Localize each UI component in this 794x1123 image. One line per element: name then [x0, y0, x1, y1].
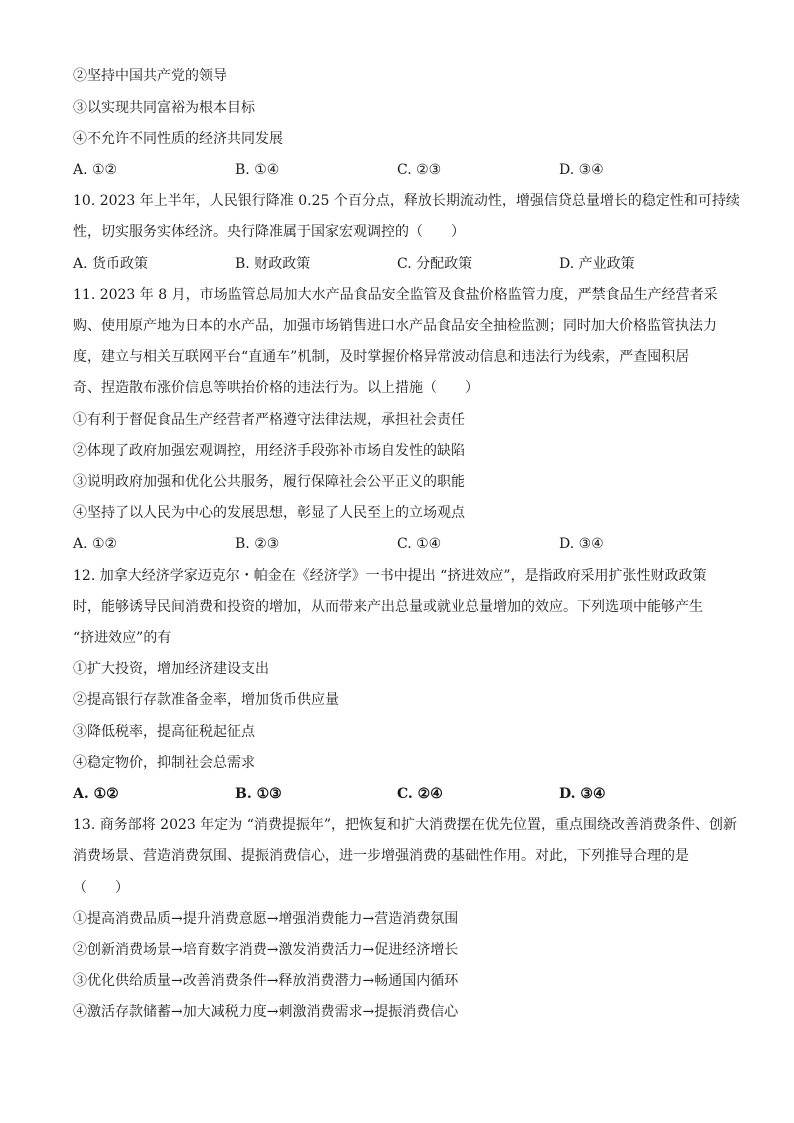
q12-item-3: ③降低税率，提高征税起征点	[73, 724, 255, 740]
q10-options	[73, 255, 723, 273]
q13-item-1: ①提高消费品质→提升消费意愿→增强消费能力→营造消费氛围	[73, 911, 459, 927]
q9-option-b[interactable]: B. ①④	[235, 162, 280, 178]
q12-item-4: ④稳定物价，抑制社会总需求	[73, 755, 255, 771]
q13-stem-line-3: （ ）	[73, 880, 129, 896]
q11-item-4: ④坚持了以人民为中心的发展思想，彰显了人民至上的立场观点	[73, 505, 465, 521]
q13-item-3: ③优化供给质量→改善消费条件→释放消费潜力→畅通国内循环	[73, 973, 459, 989]
q11-options	[73, 535, 723, 553]
q11-option-b[interactable]: B. ②③	[235, 536, 280, 552]
q11-item-2: ②体现了政府加强宏观调控，用经济手段弥补市场自发性的缺陷	[73, 443, 465, 459]
q12-item-2: ②提高银行存款准备金率，增加货币供应量	[73, 692, 339, 708]
q13-stem-line-2: 消费场景、营造消费氛围、提振消费信心，进一步增强消费的基础性作用。对此，下列推导合理的是	[73, 848, 689, 864]
q12-option-a[interactable]: A. ①②	[73, 786, 119, 802]
q11-item-1: ①有利于督促食品生产经营者严格遵守法律法规，承担社会责任	[73, 412, 465, 428]
q9-options	[73, 161, 723, 179]
q10-option-d[interactable]: D. 产业政策	[559, 256, 635, 272]
q10-option-c[interactable]: C. 分配政策	[397, 256, 473, 272]
q12-stem-line-3: “挤进效应”的有	[73, 630, 172, 646]
q11-option-c[interactable]: C. ①④	[397, 536, 442, 552]
q10-stem-line-1: 10. 2023 年上半年，人民银行降准 0.25 个百分点，释放长期流动性，增强信贷总量增长的稳定性和可持续	[73, 193, 740, 209]
q9-option-d[interactable]: D. ③④	[559, 162, 604, 178]
q11-stem-line-2: 购、使用原产地为日本的水产品，加强市场销售进口水产品食品安全抽检监测；同时加大价格监管执法力	[73, 318, 717, 334]
q12-options	[73, 785, 723, 803]
q12-option-c[interactable]: C. ②④	[397, 786, 443, 802]
q10-stem-line-2: 性，切实服务实体经济。央行降准属于国家宏观调控的（ ）	[73, 224, 465, 240]
q9-option-a[interactable]: A. ①②	[73, 162, 118, 178]
q9-item-2: ②坚持中国共产党的领导	[73, 68, 227, 84]
q9-option-c[interactable]: C. ②③	[397, 162, 442, 178]
q11-stem-line-3: 度，建立与相关互联网平台“直通车”机制，及时掌握价格异常波动信息和违法行为线索，严查囤积居	[73, 349, 690, 365]
q12-option-b[interactable]: B. ①③	[235, 786, 282, 802]
q10-option-a[interactable]: A. 货币政策	[73, 256, 149, 272]
q10-option-b[interactable]: B. 财政政策	[235, 256, 311, 272]
q11-stem-line-1: 11. 2023 年 8 月，市场监管总局加大水产品食品安全监管及食盐价格监管力度，严禁食品生产经营者采	[73, 287, 718, 303]
q13-item-2: ②创新消费场景→培育数字消费→激发消费活力→促进经济增长	[73, 942, 459, 958]
q9-item-4: ④不允许不同性质的经济共同发展	[73, 131, 283, 147]
q13-item-4: ④激活存款储蓄→加大减税力度→刺激消费需求→提振消费信心	[73, 1004, 459, 1020]
q11-item-3: ③说明政府加强和优化公共服务，履行保障社会公平正义的职能	[73, 474, 465, 490]
q11-option-d[interactable]: D. ③④	[559, 536, 604, 552]
q11-stem-line-4: 奇、捏造散布涨价信息等哄抬价格的违法行为。以上措施（ ）	[73, 380, 479, 396]
q11-option-a[interactable]: A. ①②	[73, 536, 118, 552]
q12-item-1: ①扩大投资，增加经济建设支出	[73, 661, 269, 677]
q12-stem-line-1: 12. 加拿大经济学家迈克尔・帕金在《经济学》一书中提出 “挤进效应”，是指政府采用扩张性财政政策	[73, 568, 707, 584]
q13-stem-line-1: 13. 商务部将 2023 年定为 “消费提振年”，把恢复和扩大消费摆在优先位置，重点围绕改善消费条件、创新	[73, 817, 738, 833]
q12-option-d[interactable]: D. ③④	[559, 786, 606, 802]
q12-stem-line-2: 时，能够诱导民间消费和投资的增加，从而带来产出总量或就业总量增加的效应。下列选项中能够产生	[73, 599, 703, 615]
q9-item-3: ③以实现共同富裕为根本目标	[73, 100, 255, 116]
